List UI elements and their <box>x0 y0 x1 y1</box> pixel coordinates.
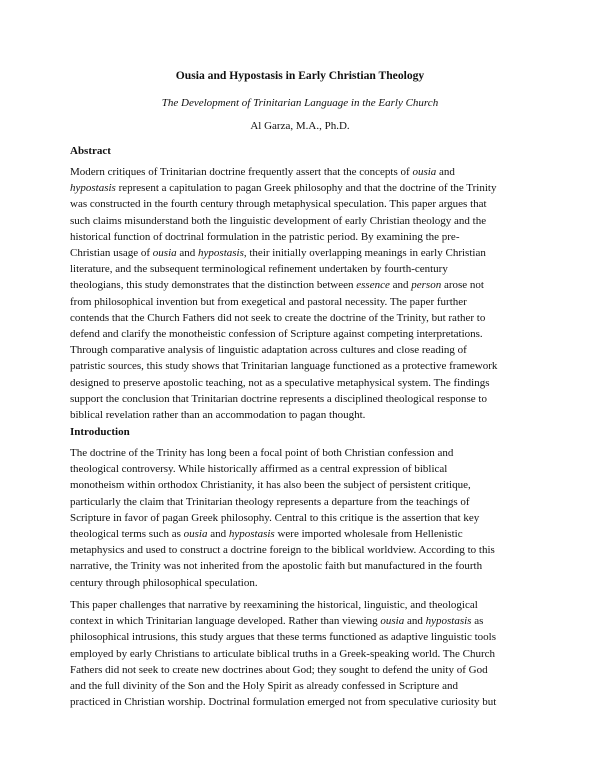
abstract-paragraph <box>70 164 532 423</box>
text-line: historical function of doctrinal formulation in the patristic period. By examining the pre- <box>70 230 460 243</box>
introduction-paragraph-2 <box>70 597 532 710</box>
paper-subtitle: The Development of Trinitarian Language in the Early Church <box>161 97 439 109</box>
text-line: designed to preserve apostolic teaching, not as a speculative metaphysical system. The findings <box>70 376 490 389</box>
text-line: literature, and the subsequent terminological refinement undertaken by fourth-century <box>70 263 448 276</box>
text-line: such claims misunderstand both the linguistic development of early Christian theology and the <box>70 214 487 227</box>
text-line: Scripture in favor of pagan Greek philosophy. Central to this critique is the assertion that key <box>70 511 480 524</box>
text-line: theologians, this study demonstrates that the distinction between essence and person arose not <box>70 279 484 292</box>
text-line: was constructed in the fourth century through metaphysical speculation. This paper argues that <box>70 198 487 211</box>
text-line: narrative, the Trinity was not inherited from the apostolic faith but manufactured in the fourth <box>70 560 483 573</box>
italic-term: ousia <box>412 166 437 178</box>
text-line: theological terms such as ousia and hypostasis were imported wholesale from Hellenistic <box>70 528 463 541</box>
text-line: The doctrine of the Trinity has long been a focal point of both Christian confession and <box>70 447 454 459</box>
italic-term: hypostasis <box>228 528 275 541</box>
text-line: context in which Trinitarian language developed. Rather than viewing ousia and hypostasis as <box>70 615 484 628</box>
italic-term: hypostasis <box>70 182 116 195</box>
text-line: Modern critiques of Trinitarian doctrine frequently assert that the concepts of ousia and <box>70 166 455 178</box>
text-line: biblical revelation rather than an accommodation to pagan thought. <box>70 409 366 422</box>
text-line: This paper challenges that narrative by reexamining the historical, linguistic, and theological <box>70 599 478 611</box>
introduction-heading: Introduction <box>70 426 130 438</box>
text-line: hypostasis represent a capitulation to pagan Greek philosophy and that the doctrine of the Trinity <box>70 182 497 195</box>
paper-title: Ousia and Hypostasis in Early Christian Theology <box>175 69 425 82</box>
text-line: and the full divinity of the Son and the Holy Spirit as already confessed in Scripture and <box>70 680 458 693</box>
text-line: practiced in Christian worship. Doctrinal formulation emerged not from speculative curiosity but <box>70 696 497 709</box>
text-line: philosophical intrusions, this study argues that these terms functioned as adaptive linguistic tools <box>70 631 496 644</box>
paper-author: Al Garza, M.A., Ph.D. <box>250 120 350 132</box>
italic-term: hypostasis <box>198 247 244 260</box>
italic-term: ousia <box>183 528 208 541</box>
text-line: employed by early Christians to articulate biblical truths in a Greek-speaking world. The Church <box>70 647 496 660</box>
text-line: Christian usage of ousia and hypostasis, their initially overlapping meanings in early Christian <box>70 247 486 260</box>
text-line: monotheism within orthodox Christianity, it has also been the subject of persistent critique, <box>70 479 471 492</box>
text-line: defend and clarify the monotheistic confession of Scripture against competing interpretations. <box>70 328 483 341</box>
italic-term: ousia <box>152 247 177 260</box>
text-line: metaphysics and used to construct a doctrine foreign to the biblical worldview. According to this <box>70 544 495 557</box>
text-line: support the conclusion that Trinitarian doctrine represents a disciplined theological response to <box>70 392 487 405</box>
abstract-heading: Abstract <box>70 145 111 157</box>
text-line: particularly the claim that Trinitarian theology represents a departure from the teachings of <box>70 495 470 508</box>
italic-term: essence <box>356 279 390 292</box>
text-line: Through comparative analysis of linguistic adaptation across cultures and close reading of <box>70 344 467 357</box>
introduction-paragraph-1 <box>70 445 532 591</box>
text-line: century through philosophical speculation. <box>70 576 258 589</box>
text-line: Fathers did not seek to create new doctrines about God; they sought to defend the unity of God <box>70 663 488 676</box>
text-line: patristic sources, this study shows that Trinitarian language functioned as a protective framework <box>70 360 498 373</box>
italic-term: hypostasis <box>425 615 472 628</box>
italic-term: ousia <box>380 615 405 628</box>
text-line: contends that the Church Fathers did not seek to create the doctrine of the Trinity, but rather to <box>70 311 486 324</box>
italic-term: person <box>411 279 442 292</box>
text-line: from philosophical invention but from exegetical and pastoral necessity. The paper further <box>70 295 467 308</box>
text-line: theological controversy. While historically affirmed as a central expression of biblical <box>70 463 448 476</box>
